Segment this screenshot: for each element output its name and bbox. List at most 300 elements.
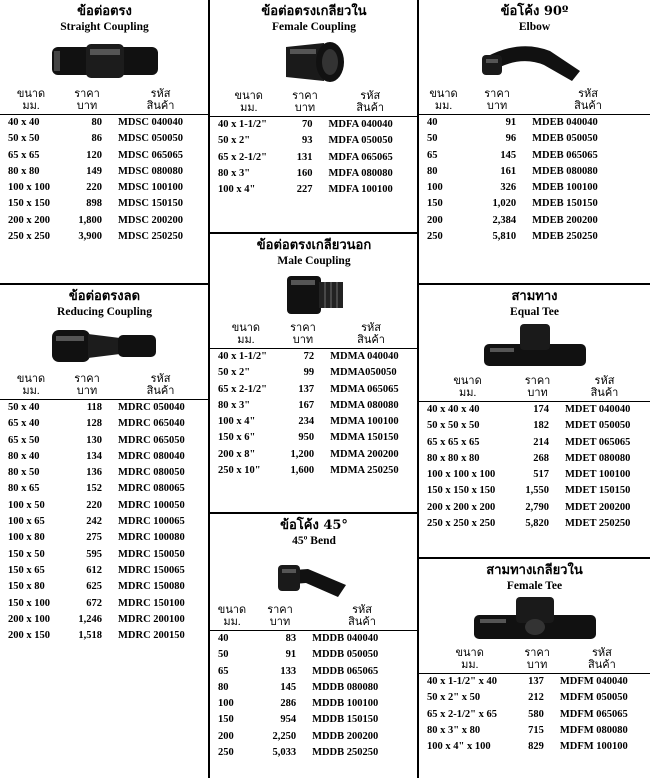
code-cell: MDFM 100100 bbox=[559, 741, 628, 753]
table-row bbox=[0, 579, 209, 595]
price-table bbox=[210, 604, 418, 761]
code-cell: MDEB 080080 bbox=[532, 165, 598, 177]
code-cell: MDFM 050050 bbox=[559, 692, 628, 704]
code-cell: MDDB 150150 bbox=[312, 714, 379, 726]
code-cell: MDRC 150080 bbox=[118, 581, 185, 593]
size-cell: 65 x 65 x 65 bbox=[427, 436, 480, 448]
price-cell: 1,518 bbox=[78, 630, 102, 642]
price-cell: 1,020 bbox=[492, 198, 517, 210]
table-row bbox=[210, 382, 418, 398]
code-cell: MDFM 065065 bbox=[559, 708, 628, 720]
code-header: รหัส bbox=[360, 90, 381, 102]
size-cell: 50 bbox=[427, 133, 438, 145]
table-row bbox=[0, 433, 209, 449]
table-row bbox=[419, 451, 650, 467]
price-cell: 83 bbox=[285, 633, 297, 644]
table-row bbox=[0, 547, 209, 563]
code-cell: MDRC 150065 bbox=[118, 564, 185, 576]
column-right bbox=[419, 0, 650, 780]
male-coupling-image bbox=[210, 268, 418, 322]
price-cell: 137 bbox=[528, 676, 544, 687]
size-cell: 150 x 100 bbox=[8, 597, 50, 609]
code-unit: สินค้า bbox=[306, 616, 418, 631]
size-cell: 100 x 4" x 100 bbox=[427, 741, 491, 753]
size-cell: 50 bbox=[218, 649, 229, 661]
size-unit: มม. bbox=[419, 659, 520, 674]
table-row bbox=[419, 115, 650, 132]
size-cell: 200 bbox=[427, 214, 443, 226]
code-cell: MDRC 100080 bbox=[118, 532, 185, 544]
section-title-en: Straight Coupling bbox=[60, 21, 149, 33]
size-cell: 150 bbox=[427, 198, 443, 210]
code-cell: MDSC 250250 bbox=[118, 231, 184, 243]
table-row bbox=[0, 481, 209, 497]
price-table bbox=[419, 375, 650, 532]
section-45-bend bbox=[210, 514, 418, 780]
code-header: รหัส bbox=[591, 647, 612, 659]
table-row bbox=[210, 712, 418, 728]
price-cell: 5,820 bbox=[525, 518, 549, 530]
table-header-units bbox=[0, 385, 209, 400]
price-cell: 829 bbox=[528, 741, 544, 753]
size-cell: 50 x 40 bbox=[8, 402, 40, 413]
code-cell: MDEB 050050 bbox=[532, 133, 598, 145]
code-cell: MDET 080080 bbox=[564, 452, 631, 464]
table-row bbox=[0, 416, 209, 432]
code-cell: MDDB 200200 bbox=[312, 730, 379, 742]
size-header: ขนาด bbox=[455, 647, 484, 659]
section-title-en: Female Coupling bbox=[271, 21, 356, 33]
price-cell: 1,600 bbox=[290, 465, 315, 477]
code-cell: MDRC 065040 bbox=[118, 418, 185, 430]
code-unit: สินค้า bbox=[554, 659, 650, 674]
size-cell: 65 bbox=[427, 149, 438, 161]
section-equal-tee bbox=[419, 285, 650, 559]
size-cell: 65 bbox=[218, 665, 229, 677]
section-title-en: Reducing Coupling bbox=[57, 306, 152, 318]
code-cell: MDRC 080050 bbox=[118, 467, 185, 479]
price-cell: 72 bbox=[303, 351, 315, 362]
code-cell: MDRC 050040 bbox=[118, 402, 185, 413]
table-row bbox=[419, 674, 650, 691]
price-cell: 672 bbox=[86, 597, 102, 609]
price-cell: 152 bbox=[86, 483, 102, 495]
price-unit: บาท bbox=[468, 100, 526, 115]
price-cell: 86 bbox=[91, 133, 102, 145]
size-cell: 100 x 4" bbox=[218, 184, 256, 196]
price-cell: 5,810 bbox=[492, 231, 517, 243]
code-cell: MDSC 050050 bbox=[118, 133, 184, 145]
section-title-th: ข้อโค้ง 45° bbox=[280, 518, 348, 533]
table-row bbox=[0, 115, 209, 132]
price-cell: 5,033 bbox=[272, 747, 297, 759]
price-cell: 220 bbox=[86, 499, 102, 511]
price-unit: บาท bbox=[254, 616, 306, 631]
size-cell: 100 bbox=[218, 698, 234, 710]
code-cell: MDMA 150150 bbox=[330, 432, 399, 444]
section-title-en: Male Coupling bbox=[277, 255, 351, 267]
price-cell: 167 bbox=[298, 399, 315, 411]
table-row bbox=[419, 148, 650, 164]
price-cell: 275 bbox=[86, 532, 102, 544]
table-row bbox=[210, 166, 418, 182]
code-cell: MDMA 040040 bbox=[330, 351, 399, 362]
section-straight-coupling bbox=[0, 0, 209, 285]
code-cell: MDEB 250250 bbox=[532, 231, 598, 243]
table-row bbox=[210, 430, 418, 446]
size-header: ขนาด bbox=[16, 373, 46, 385]
size-header: ขนาด bbox=[16, 88, 46, 100]
section-title-th: ข้อโค้ง 90º bbox=[500, 4, 569, 19]
size-cell: 100 x 65 bbox=[8, 516, 45, 528]
size-cell: 40 x 40 bbox=[8, 117, 40, 128]
code-unit: สินค้า bbox=[324, 334, 418, 349]
size-unit: มม. bbox=[210, 616, 254, 631]
size-cell: 50 x 2" bbox=[218, 367, 251, 379]
table-row bbox=[0, 628, 209, 644]
code-cell: MDRC 065050 bbox=[118, 434, 185, 446]
table-row bbox=[210, 117, 418, 134]
price-cell: 1,800 bbox=[78, 214, 102, 226]
code-unit: สินค้า bbox=[559, 387, 650, 402]
table-row bbox=[210, 631, 418, 648]
price-table bbox=[419, 88, 650, 245]
table-row bbox=[419, 164, 650, 180]
table-row bbox=[0, 180, 209, 196]
code-cell: MDSC 065065 bbox=[118, 149, 184, 161]
size-unit: มม. bbox=[210, 334, 282, 349]
code-cell: MDET 100100 bbox=[564, 469, 631, 481]
table-row bbox=[0, 465, 209, 481]
price-table bbox=[0, 373, 209, 644]
size-cell: 50 x 50 x 50 bbox=[427, 420, 480, 432]
price-cell: 160 bbox=[296, 167, 313, 179]
female-tee-image bbox=[419, 593, 650, 647]
table-header bbox=[419, 647, 650, 659]
code-cell: MDDB 065065 bbox=[312, 665, 379, 677]
price-cell: 3,900 bbox=[78, 231, 102, 243]
code-cell: MDFM 040040 bbox=[559, 676, 628, 687]
price-cell: 134 bbox=[86, 450, 102, 462]
table-header bbox=[419, 88, 650, 100]
table-header bbox=[210, 90, 418, 102]
price-cell: 137 bbox=[298, 383, 315, 395]
size-unit: มม. bbox=[0, 385, 62, 400]
price-cell: 212 bbox=[528, 692, 544, 704]
table-row bbox=[210, 349, 418, 366]
table-row bbox=[210, 680, 418, 696]
section-male-coupling bbox=[210, 234, 418, 514]
section-female-tee bbox=[419, 559, 650, 780]
table-row bbox=[419, 500, 650, 516]
size-cell: 200 x 150 bbox=[8, 630, 50, 642]
section-title-en: Elbow bbox=[518, 21, 551, 33]
code-cell: MDEB 200200 bbox=[532, 214, 598, 226]
size-cell: 80 x 3" bbox=[218, 167, 251, 179]
size-cell: 250 x 250 x 250 bbox=[427, 518, 496, 530]
table-row bbox=[0, 229, 209, 245]
table-row bbox=[210, 696, 418, 712]
price-cell: 149 bbox=[86, 165, 102, 177]
size-cell: 100 x 50 bbox=[8, 499, 45, 511]
section-title-th: สามทาง bbox=[511, 289, 558, 304]
price-unit: บาท bbox=[287, 102, 322, 117]
code-cell: MDSC 200200 bbox=[118, 214, 184, 226]
code-cell: MDMA 065065 bbox=[330, 383, 399, 395]
size-cell: 150 x 150 x 150 bbox=[427, 485, 496, 497]
code-cell: MDSC 150150 bbox=[118, 198, 184, 210]
size-cell: 250 x 250 bbox=[8, 231, 50, 243]
price-cell: 99 bbox=[303, 367, 315, 379]
equal-tee-image bbox=[419, 319, 650, 375]
table-row bbox=[210, 365, 418, 381]
section-title-en: 45º Bend bbox=[292, 535, 336, 547]
size-cell: 65 x 50 bbox=[8, 434, 40, 446]
size-cell: 65 x 2-1/2" bbox=[218, 383, 267, 395]
price-cell: 136 bbox=[86, 467, 102, 479]
code-cell: MDEB 100100 bbox=[532, 182, 598, 194]
price-cell: 174 bbox=[533, 404, 549, 415]
price-cell: 131 bbox=[296, 151, 313, 163]
section-title-th: ข้อต่อตรงเกลียวนอก bbox=[256, 238, 372, 253]
price-cell: 268 bbox=[533, 452, 549, 464]
table-row bbox=[0, 196, 209, 212]
code-cell: MDRC 100050 bbox=[118, 499, 185, 511]
size-cell: 100 x 80 bbox=[8, 532, 45, 544]
code-header: รหัส bbox=[361, 322, 381, 334]
table-row bbox=[419, 739, 650, 755]
code-cell: MDMA 250250 bbox=[330, 465, 399, 477]
table-row bbox=[0, 612, 209, 628]
table-row bbox=[0, 563, 209, 579]
code-header: รหัส bbox=[352, 604, 372, 616]
price-unit: บาท bbox=[516, 387, 559, 402]
price-cell: 161 bbox=[500, 165, 517, 177]
price-cell: 1,550 bbox=[525, 485, 549, 497]
section-title-en: Equal Tee bbox=[510, 306, 559, 318]
size-cell: 40 x 1-1/2" x 40 bbox=[427, 676, 497, 687]
size-cell: 40 bbox=[218, 633, 229, 644]
price-cell: 145 bbox=[280, 681, 297, 693]
table-row bbox=[419, 196, 650, 212]
price-cell: 1,246 bbox=[78, 613, 102, 625]
size-cell: 50 x 2" x 50 bbox=[427, 692, 481, 704]
female-coupling-image bbox=[210, 34, 418, 90]
table-header bbox=[419, 375, 650, 387]
table-row bbox=[419, 131, 650, 147]
table-row bbox=[210, 398, 418, 414]
table-row bbox=[419, 483, 650, 499]
table-row bbox=[210, 150, 418, 166]
price-header: ราคา bbox=[292, 90, 318, 102]
code-cell: MDET 250250 bbox=[564, 518, 631, 530]
size-cell: 40 x 40 x 40 bbox=[427, 404, 480, 415]
code-unit: สินค้า bbox=[526, 100, 650, 115]
code-cell: MDMA050050 bbox=[330, 367, 397, 379]
size-header: ขนาด bbox=[429, 88, 458, 100]
size-header: ขนาด bbox=[231, 322, 261, 334]
code-cell: MDET 150150 bbox=[564, 485, 631, 497]
code-cell: MDSC 100100 bbox=[118, 182, 184, 194]
code-cell: MDFA 100100 bbox=[328, 184, 393, 196]
table-row bbox=[210, 647, 418, 663]
table-row bbox=[0, 498, 209, 514]
price-cell: 2,790 bbox=[525, 501, 549, 513]
code-cell: MDRC 080065 bbox=[118, 483, 185, 495]
size-cell: 100 x 100 x 100 bbox=[427, 469, 496, 481]
section-title-th: ข้อต่อตรงเกลียวใน bbox=[261, 4, 367, 19]
size-cell: 250 bbox=[218, 747, 234, 759]
code-header: รหัส bbox=[150, 88, 171, 100]
table-row bbox=[0, 530, 209, 546]
table-header-units bbox=[210, 102, 418, 117]
price-table bbox=[0, 88, 209, 245]
code-cell: MDET 200200 bbox=[564, 501, 631, 513]
size-cell: 200 x 200 x 200 bbox=[427, 501, 496, 513]
table-row bbox=[419, 435, 650, 451]
price-cell: 625 bbox=[86, 581, 102, 593]
size-cell: 150 x 6" bbox=[218, 432, 256, 444]
table-header-units bbox=[419, 659, 650, 674]
table-row bbox=[419, 418, 650, 434]
size-unit: มม. bbox=[0, 100, 62, 115]
table-row bbox=[419, 516, 650, 532]
code-unit: สินค้า bbox=[112, 385, 209, 400]
section-reducing-coupling bbox=[0, 285, 209, 778]
price-cell: 898 bbox=[86, 198, 102, 210]
reducing-coupling-image bbox=[0, 319, 209, 373]
price-header: ราคา bbox=[74, 373, 100, 385]
size-cell: 40 x 1-1/2" bbox=[218, 119, 267, 130]
table-row bbox=[210, 414, 418, 430]
section-title-en: Female Tee bbox=[506, 580, 563, 592]
size-cell: 50 x 2" bbox=[218, 135, 251, 147]
price-header: ราคา bbox=[74, 88, 100, 100]
price-cell: 80 bbox=[91, 117, 102, 128]
table-row bbox=[0, 148, 209, 164]
code-cell: MDMA 100100 bbox=[330, 416, 399, 428]
table-header-units bbox=[419, 387, 650, 402]
price-cell: 715 bbox=[528, 724, 544, 736]
table-row bbox=[0, 596, 209, 612]
price-cell: 133 bbox=[280, 665, 297, 677]
price-header: ราคา bbox=[267, 604, 293, 616]
code-header: รหัส bbox=[594, 375, 615, 387]
table-header-units bbox=[210, 334, 418, 349]
code-cell: MDMA 200200 bbox=[330, 448, 399, 460]
code-cell: MDET 065065 bbox=[564, 436, 631, 448]
size-cell: 150 x 65 bbox=[8, 564, 45, 576]
price-cell: 182 bbox=[533, 420, 549, 432]
code-cell: MDET 050050 bbox=[564, 420, 631, 432]
table-header-units bbox=[0, 100, 209, 115]
table-row bbox=[210, 729, 418, 745]
size-cell: 200 x 8" bbox=[218, 448, 256, 460]
price-cell: 234 bbox=[298, 416, 315, 428]
code-cell: MDDB 080080 bbox=[312, 681, 379, 693]
size-cell: 150 x 80 bbox=[8, 581, 45, 593]
price-cell: 2,384 bbox=[492, 214, 517, 226]
section-title-th: ข้อต่อตรงลด bbox=[68, 289, 141, 304]
table-row bbox=[210, 133, 418, 149]
table-header bbox=[0, 88, 209, 100]
size-header: ขนาด bbox=[453, 375, 482, 387]
price-cell: 517 bbox=[533, 469, 549, 481]
size-unit: มม. bbox=[419, 387, 516, 402]
price-header: ราคา bbox=[524, 647, 550, 659]
code-cell: MDFA 050050 bbox=[328, 135, 393, 147]
price-unit: บาท bbox=[282, 334, 324, 349]
size-cell: 100 bbox=[427, 182, 443, 194]
size-cell: 250 x 10" bbox=[218, 465, 261, 477]
section-title-th: ข้อต่อตรง bbox=[77, 4, 132, 19]
size-cell: 80 x 3" bbox=[218, 399, 251, 411]
code-header: รหัส bbox=[150, 373, 171, 385]
code-cell: MDSC 040040 bbox=[118, 117, 184, 128]
size-unit: มม. bbox=[210, 102, 287, 117]
price-cell: 1,200 bbox=[290, 448, 315, 460]
size-cell: 80 bbox=[427, 165, 438, 177]
table-row bbox=[210, 182, 418, 198]
price-cell: 128 bbox=[86, 418, 102, 430]
size-cell: 100 x 100 bbox=[8, 182, 50, 194]
price-cell: 954 bbox=[280, 714, 297, 726]
size-cell: 80 x 80 x 80 bbox=[427, 452, 480, 464]
size-unit: มม. bbox=[419, 100, 468, 115]
price-cell: 93 bbox=[301, 135, 313, 147]
price-header: ราคา bbox=[290, 322, 316, 334]
code-cell: MDET 040040 bbox=[564, 404, 631, 415]
price-cell: 326 bbox=[500, 182, 517, 194]
table-row bbox=[210, 664, 418, 680]
code-cell: MDDB 100100 bbox=[312, 698, 379, 710]
price-cell: 242 bbox=[86, 516, 102, 528]
section-female-coupling bbox=[210, 0, 418, 234]
size-cell: 65 x 2-1/2" bbox=[218, 151, 267, 163]
column-middle bbox=[210, 0, 418, 780]
elbow-image bbox=[419, 34, 650, 88]
table-row bbox=[419, 213, 650, 229]
price-cell: 950 bbox=[298, 432, 315, 444]
table-row bbox=[210, 463, 418, 479]
table-row bbox=[210, 447, 418, 463]
size-cell: 50 x 50 bbox=[8, 133, 40, 145]
code-cell: MDRC 100065 bbox=[118, 516, 185, 528]
table-row bbox=[0, 213, 209, 229]
price-table bbox=[210, 322, 418, 479]
code-cell: MDEB 150150 bbox=[532, 198, 598, 210]
table-row bbox=[419, 690, 650, 706]
code-cell: MDDB 040040 bbox=[312, 633, 379, 644]
table-row bbox=[419, 229, 650, 245]
code-cell: MDFA 065065 bbox=[328, 151, 393, 163]
size-cell: 80 bbox=[218, 681, 229, 693]
price-cell: 214 bbox=[533, 436, 549, 448]
size-cell: 80 x 3" x 80 bbox=[427, 724, 481, 736]
price-cell: 130 bbox=[86, 434, 102, 446]
price-cell: 145 bbox=[500, 149, 517, 161]
code-cell: MDRC 200150 bbox=[118, 630, 185, 642]
price-unit: บาท bbox=[520, 659, 553, 674]
table-row bbox=[419, 723, 650, 739]
size-cell: 200 x 200 bbox=[8, 214, 50, 226]
size-cell: 150 x 50 bbox=[8, 548, 45, 560]
table-row bbox=[419, 180, 650, 196]
price-unit: บาท bbox=[62, 385, 112, 400]
size-cell: 40 x 1-1/2" bbox=[218, 351, 267, 362]
table-header-units bbox=[210, 616, 418, 631]
table-header bbox=[0, 373, 209, 385]
